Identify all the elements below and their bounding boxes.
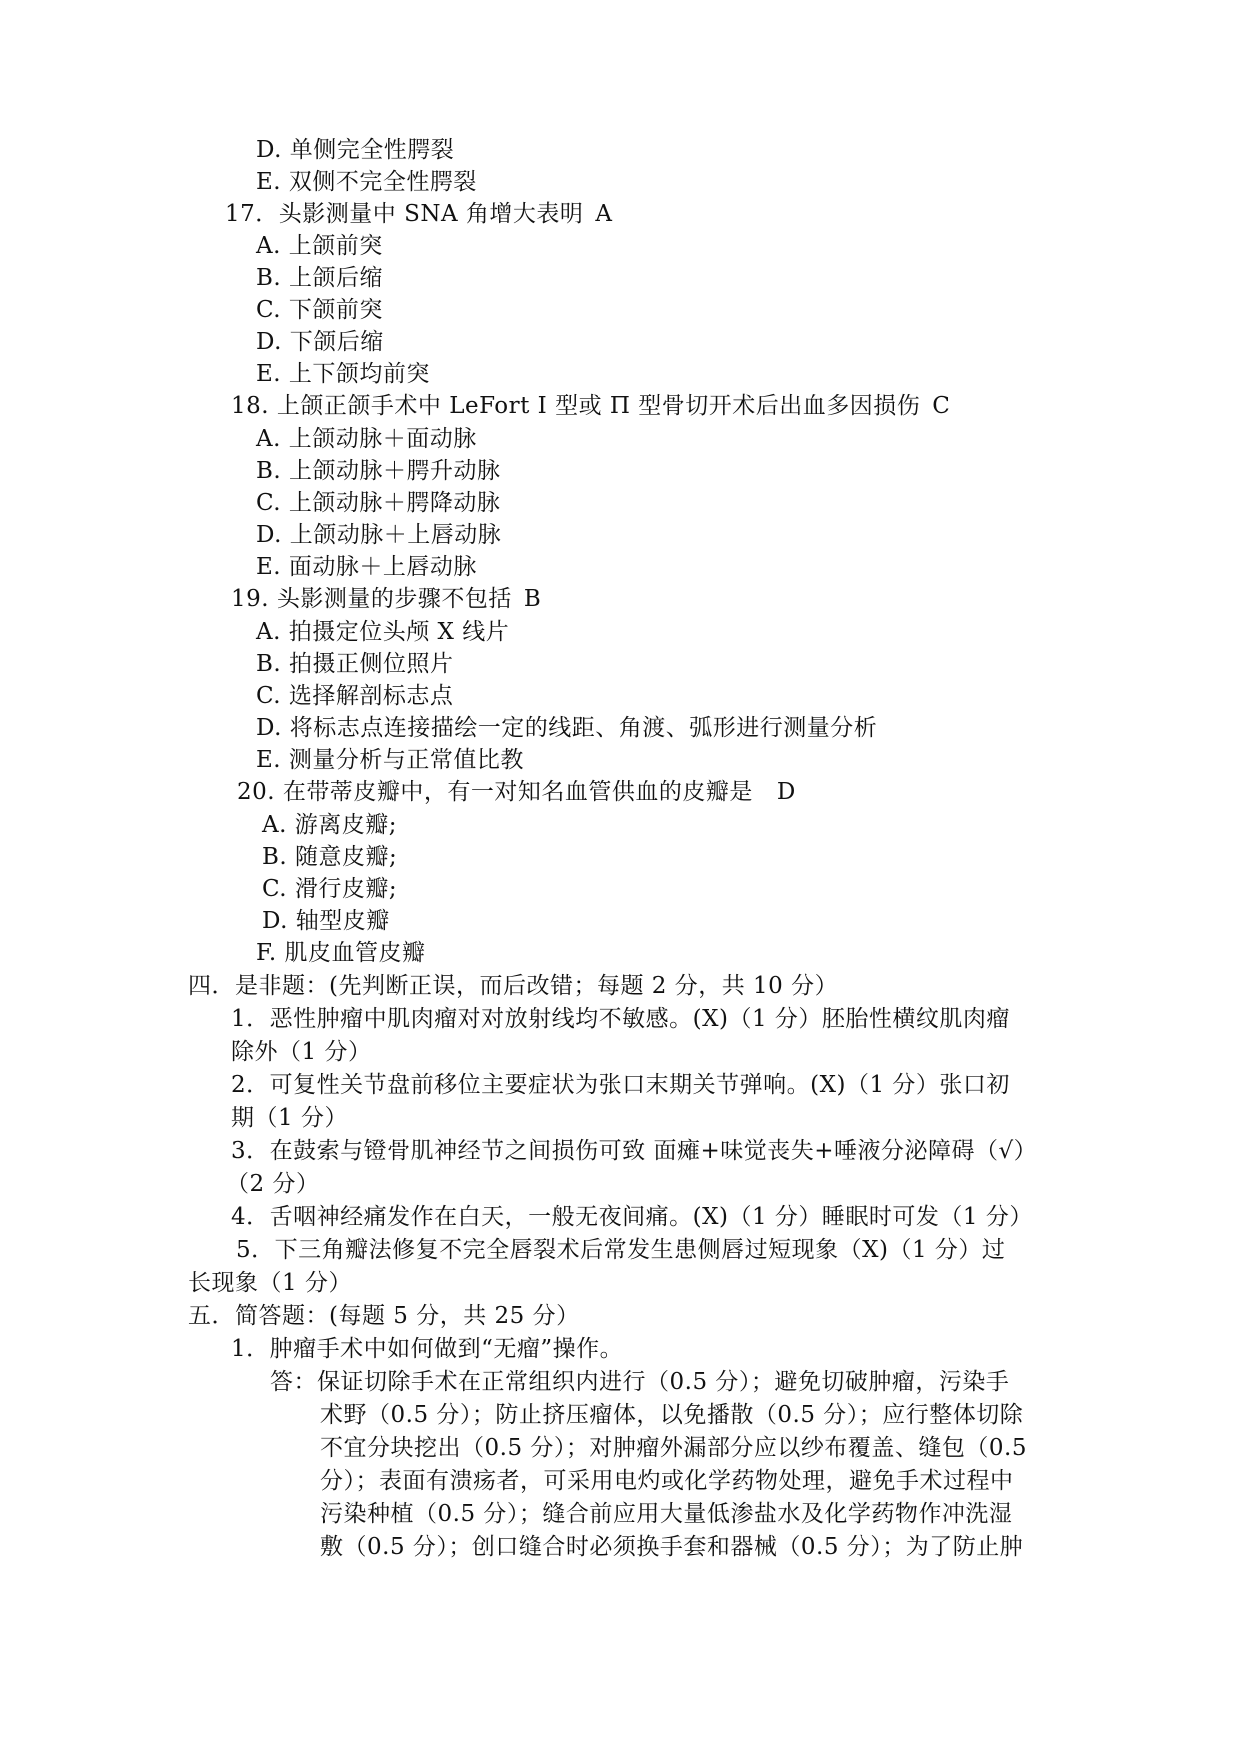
q20-option-d bbox=[262, 905, 390, 937]
option-text: 选择解剖标志点 bbox=[288, 683, 454, 709]
section4-line-6: （2 分） bbox=[226, 1171, 320, 1197]
option-text: 滑行皮瓣; bbox=[294, 876, 398, 902]
option-label: D. bbox=[256, 329, 282, 355]
section4-line-4: 期（1 分） bbox=[231, 1105, 348, 1131]
section4-line-7: 4．舌咽神经痛发作在白天，一般无夜间痛。(X)（1 分）睡眠时可发（1 分） bbox=[231, 1204, 1033, 1230]
q18-stem bbox=[231, 390, 950, 422]
option-label: D. bbox=[256, 522, 282, 548]
option-text: 上颌动脉＋腭降动脉 bbox=[288, 490, 501, 516]
option-text: 拍摄定位头颅 X 线片 bbox=[288, 619, 510, 645]
q20-option-b bbox=[262, 841, 397, 873]
option-label: D. bbox=[262, 908, 288, 934]
option-text: 上颌动脉＋面动脉 bbox=[288, 426, 477, 452]
option-text: 上下颌均前突 bbox=[288, 361, 430, 387]
answer-key: A bbox=[595, 201, 613, 227]
option-text: 双侧不完全性腭裂 bbox=[288, 169, 477, 195]
option-label: B. bbox=[256, 458, 282, 484]
option-text: 上颌动脉＋腭升动脉 bbox=[289, 458, 501, 484]
option-text: 下颌后缩 bbox=[289, 329, 384, 355]
question-stem: 19. 头影测量的步骤不包括 bbox=[231, 586, 512, 612]
answer-key: D bbox=[776, 779, 796, 805]
option-label: C. bbox=[262, 876, 288, 902]
option-text: 面动脉＋上唇动脉 bbox=[288, 554, 477, 580]
option-label: A. bbox=[262, 812, 287, 838]
section5-answer-line-2: 术野（0.5 分）；防止挤压瘤体，以免播散（0.5 分）；应行整体切除 bbox=[320, 1402, 1024, 1428]
q18-option-e bbox=[256, 551, 477, 583]
option-text: 上颌动脉＋上唇动脉 bbox=[289, 522, 502, 548]
option-label: C. bbox=[256, 490, 282, 516]
section5-question-1: 1．肿瘤手术中如何做到“无瘤”操作。 bbox=[231, 1336, 624, 1362]
q18-option-a bbox=[256, 423, 477, 455]
option-text: 测量分析与正常值比教 bbox=[288, 747, 524, 773]
section5-answer-line-4: 分）；表面有溃疡者，可采用电灼或化学药物处理，避免手术过程中 bbox=[320, 1468, 1014, 1494]
q18-option-c bbox=[256, 487, 500, 519]
answer-key: C bbox=[932, 393, 951, 419]
option-text: 下颌前突 bbox=[288, 297, 383, 323]
option-label: D. bbox=[256, 137, 282, 163]
option-label: A. bbox=[256, 426, 281, 452]
option-text: 拍摄正侧位照片 bbox=[289, 651, 454, 677]
section5-title: 五．简答题：(每题 5 分，共 25 分） bbox=[188, 1303, 580, 1329]
option-label: F. bbox=[256, 940, 277, 966]
section4-title: 四．是非题：(先判断正误，而后改错；每题 2 分，共 10 分） bbox=[188, 973, 839, 999]
answer-key: B bbox=[523, 586, 542, 612]
option-label: A. bbox=[256, 619, 281, 645]
section4-line-1: 1．恶性肿瘤中肌肉瘤对对放射线均不敏感。(X)（1 分）胚胎性横纹肌肉瘤 bbox=[231, 1006, 1010, 1032]
q20-option-a bbox=[262, 809, 397, 841]
q20-option-c bbox=[262, 873, 397, 905]
option-text: 上颌前突 bbox=[288, 233, 383, 259]
q17-option-b bbox=[256, 262, 383, 294]
q19-option-b bbox=[256, 648, 454, 680]
q17-stem bbox=[225, 198, 613, 230]
q17-option-e bbox=[256, 358, 430, 390]
q20-option-f bbox=[256, 937, 426, 969]
option-label: D. bbox=[256, 715, 282, 741]
section4-line-8: 5．下三角瓣法修复不完全唇裂术后常发生患侧唇过短现象（X)（1 分）过 bbox=[236, 1237, 1006, 1263]
option-text: 将标志点连接描绘一定的线距、角渡、弧形进行测量分析 bbox=[289, 715, 878, 741]
q16-option-d bbox=[256, 134, 454, 166]
q20-stem bbox=[237, 776, 796, 808]
option-label: E. bbox=[256, 747, 282, 773]
q18-option-b bbox=[256, 455, 501, 487]
q19-option-e bbox=[256, 744, 524, 776]
q19-option-a bbox=[256, 616, 509, 648]
option-label: A. bbox=[256, 233, 281, 259]
option-label: B. bbox=[256, 651, 282, 677]
option-label: E. bbox=[256, 361, 282, 387]
q18-option-d bbox=[256, 519, 501, 551]
option-label: B. bbox=[262, 844, 288, 870]
question-stem: 17．头影测量中 SNA 角增大表明 bbox=[225, 201, 584, 227]
section4-line-3: 2．可复性关节盘前移位主要症状为张口末期关节弹响。(X)（1 分）张口初 bbox=[231, 1072, 1010, 1098]
section4-line-9: 长现象（1 分） bbox=[188, 1270, 352, 1296]
option-label: C. bbox=[256, 683, 282, 709]
option-text: 随意皮瓣; bbox=[295, 844, 398, 870]
section4-line-5: 3．在鼓索与镫骨肌神经节之间损伤可致 面瘫+味觉丧失+唾液分泌障碍（√） bbox=[231, 1138, 1038, 1164]
q19-stem bbox=[231, 583, 541, 615]
q17-option-c bbox=[256, 294, 383, 326]
section5-answer-line-5: 污染种植（0.5 分）；缝合前应用大量低渗盐水及化学药物作冲洗湿 bbox=[320, 1501, 1013, 1527]
q17-option-d bbox=[256, 326, 384, 358]
question-stem: 18. 上颌正颌手术中 LeFort I 型或 Π 型骨切开术后出血多因损伤 bbox=[231, 393, 921, 419]
section5-answer-line-1: 答：保证切除手术在正常组织内进行（0.5 分）；避免切破肿瘤，污染手 bbox=[270, 1369, 1010, 1395]
option-text: 单侧完全性腭裂 bbox=[289, 137, 455, 163]
option-label: E. bbox=[256, 554, 282, 580]
section4-line-2: 除外（1 分） bbox=[231, 1039, 372, 1065]
option-label: B. bbox=[256, 265, 282, 291]
option-text: 肌皮血管皮瓣 bbox=[284, 940, 426, 966]
question-stem: 20. 在带蒂皮瓣中，有一对知名血管供血的皮瓣是 bbox=[237, 779, 753, 805]
q17-option-a bbox=[256, 230, 383, 262]
q16-option-e bbox=[256, 166, 477, 198]
section5-answer-line-6: 敷（0.5 分）；创口缝合时必须换手套和器械（0.5 分）；为了防止肿 bbox=[320, 1534, 1024, 1560]
section5-answer-line-3: 不宜分块挖出（0.5 分）；对肿瘤外漏部分应以纱布覆盖、缝包（0.5 bbox=[320, 1435, 1027, 1461]
q19-option-c bbox=[256, 680, 453, 712]
option-text: 上颌后缩 bbox=[289, 265, 384, 291]
option-label: E. bbox=[256, 169, 282, 195]
option-label: C. bbox=[256, 297, 282, 323]
option-text: 轴型皮瓣 bbox=[295, 908, 390, 934]
q19-option-d bbox=[256, 712, 877, 744]
option-text: 游离皮瓣; bbox=[294, 812, 397, 838]
